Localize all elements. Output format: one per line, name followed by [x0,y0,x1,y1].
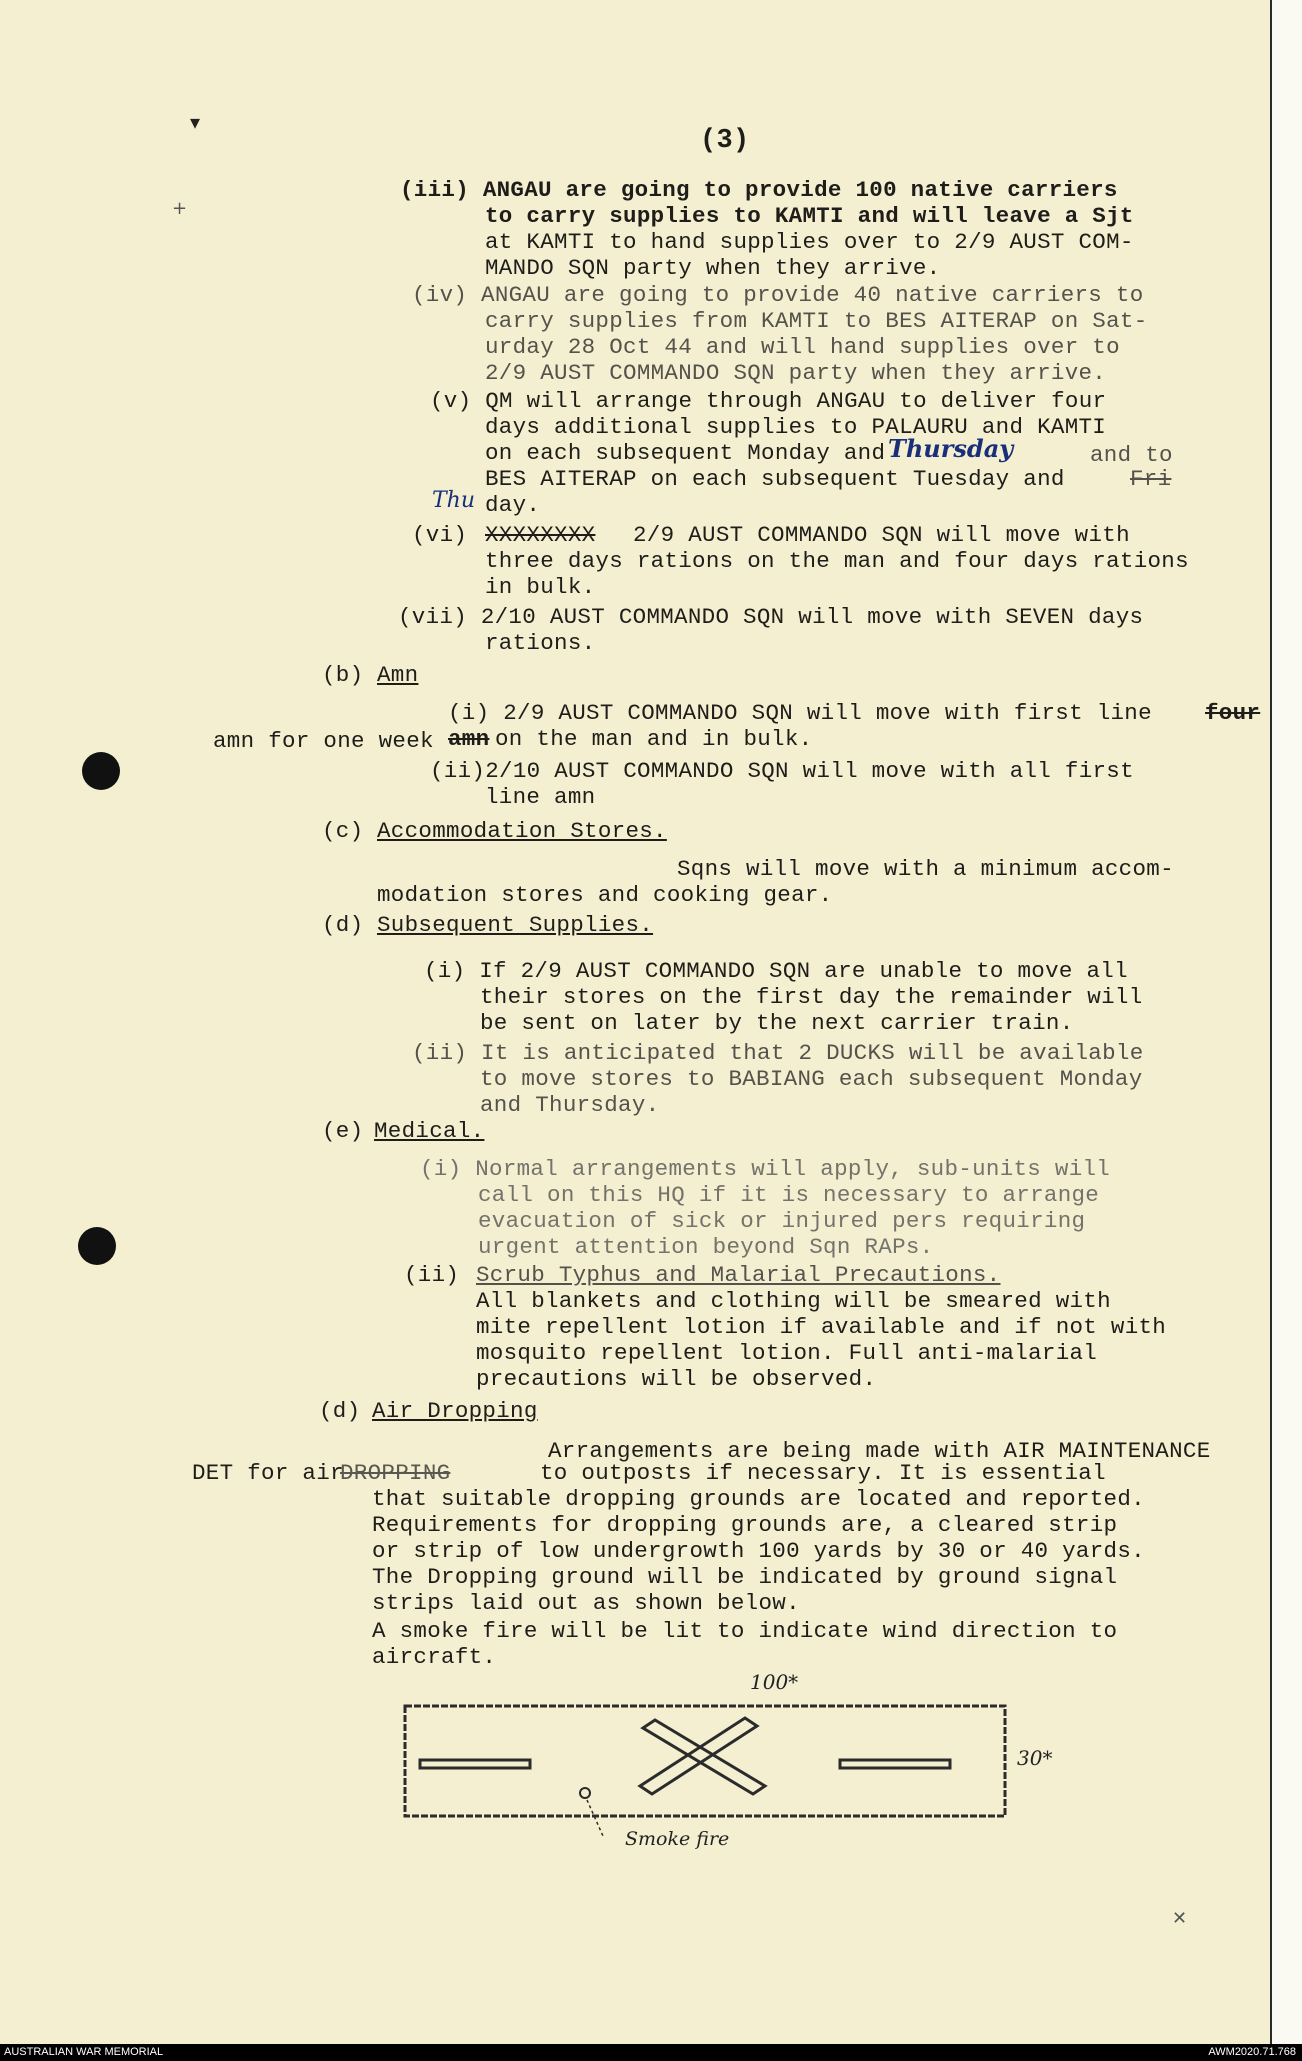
handwritten-thursday: Thursday [888,434,1014,463]
section-letter: (e) [322,1118,364,1144]
doc-line: their stores on the first day the remainder will [480,984,1143,1010]
doc-line: carry supplies from KAMTI to BES AITERAP on Sat- [485,308,1148,334]
footer-reference: AWM2020.71.768 [1208,2046,1296,2058]
doc-line: urgent attention beyond Sqn RAPs. [478,1234,934,1260]
smoke-fire-label: Smoke fire [625,1828,730,1850]
section-letter: (d) [319,1398,361,1424]
ink-mark: + [172,198,188,219]
doc-line: (iii) ANGAU are going to provide 100 native carriers [400,177,1118,203]
width-label: 100* [750,1670,799,1694]
doc-line: (i) 2/9 AUST COMMANDO SQN will move with first line [448,700,1152,726]
punch-hole-upper [82,752,120,790]
section-letter: (d) [322,912,364,938]
signal-cross [640,1718,765,1794]
signal-strip-left [420,1760,530,1768]
doc-line: aircraft. [372,1644,497,1670]
doc-line: evacuation of sick or injured pers requiring [478,1208,1086,1234]
doc-line: (i) Normal arrangements will apply, sub-units will [420,1156,1111,1182]
doc-line: (vi) [412,522,468,548]
doc-line: three days rations on the man and four days rations [485,548,1189,574]
signal-strip-right [840,1760,950,1768]
section-heading: Accommodation Stores. [377,818,667,844]
doc-line: A smoke fire will be lit to indicate wind direction to [372,1618,1118,1644]
doc-line: on each subsequent Monday and [485,440,886,466]
pencil-tick: ✕ [1172,1908,1188,1929]
doc-line: All blankets and clothing will be smeared with [476,1288,1111,1314]
doc-line: and to [1090,442,1173,468]
archive-footer [0,2044,1302,2061]
ink-mark: ▾ [190,110,201,134]
doc-line: strips laid out as shown below. [372,1590,800,1616]
doc-line: or strip of low undergrowth 100 yards by 30 or 40 yards. [372,1538,1145,1564]
doc-line: to carry supplies to KAMTI and will leave a Sjt [485,203,1134,229]
struck-word: four [1205,700,1261,726]
doc-line: and Thursday. [480,1092,660,1118]
doc-line: modation stores and cooking gear. [377,882,833,908]
struck-word: amn [448,726,490,752]
doc-line: Sqns will move with a minimum accom- [677,856,1174,882]
doc-line: (ii) It is anticipated that 2 DUCKS will be available [412,1040,1144,1066]
doc-line: that suitable dropping grounds are located and reported. [372,1486,1145,1512]
doc-line: precautions will be observed. [476,1366,877,1392]
page-edge [1270,0,1302,2044]
section-heading: Medical. [374,1118,485,1144]
doc-line: amn for one week [213,728,434,754]
doc-line: in bulk. [485,574,596,600]
doc-line: (vii) 2/10 AUST COMMANDO SQN will move with SEVEN days [398,604,1144,630]
section-subheading: Scrub Typhus and Malarial Precautions. [476,1262,1001,1288]
doc-line: be sent on later by the next carrier train. [480,1010,1074,1036]
doc-line: BES AITERAP on each subsequent Tuesday and [485,466,1065,492]
doc-line: (iv) ANGAU are going to provide 40 native carriers to [412,282,1144,308]
smoke-fire-marker [580,1788,590,1798]
doc-line: urday 28 Oct 44 and will hand supplies over to [485,334,1120,360]
doc-line: DET for air [192,1460,344,1486]
doc-line: The Dropping ground will be indicated by ground signal [372,1564,1118,1590]
doc-line: days additional supplies to PALAURU and KAMTI [485,414,1107,440]
doc-line: call on this HQ if it is necessary to arrange [478,1182,1100,1208]
doc-line: (ii)2/10 AUST COMMANDO SQN will move with all first [430,758,1134,784]
doc-line: 2/9 AUST COMMANDO SQN party when they arrive. [485,360,1107,386]
section-letter: (b) [322,662,364,688]
smoke-fire-pointer [587,1800,603,1836]
doc-line: on the man and in bulk. [495,726,813,752]
page-number: (3) [700,126,750,156]
section-letter: (c) [322,818,364,844]
footer-institution: AUSTRALIAN WAR MEMORIAL [4,2046,164,2058]
doc-line: (i) If 2/9 AUST COMMANDO SQN are unable to move all [424,958,1128,984]
doc-line: Requirements for dropping grounds are, a cleared strip [372,1512,1118,1538]
doc-line: Arrangements are being made with AIR MAINTENANCE [548,1438,1211,1464]
doc-line: (v) QM will arrange through ANGAU to deliver four [430,388,1107,414]
doc-line: to move stores to BABIANG each subsequent Monday [480,1066,1143,1092]
doc-line: 2/9 AUST COMMANDO SQN will move with [633,522,1130,548]
section-heading: Amn [377,662,419,688]
punch-hole-lower [78,1227,116,1265]
height-label: 30* [1017,1746,1053,1770]
section-heading: Air Dropping [372,1398,538,1424]
doc-line: line amn [485,784,596,810]
doc-line: (ii) [404,1262,460,1288]
doc-line: mosquito repellent lotion. Full anti-malarial [476,1340,1098,1366]
struck-word: DROPPING [340,1460,451,1486]
doc-line: rations. [485,630,596,656]
struck-word: Fri [1130,466,1172,492]
handwritten-thu: Thu [432,488,476,513]
doc-line: MANDO SQN party when they arrive. [485,255,941,281]
doc-line: at KAMTI to hand supplies over to 2/9 AUST COM- [485,229,1134,255]
section-heading: Subsequent Supplies. [377,912,654,938]
doc-line: mite repellent lotion if available and if not with [476,1314,1167,1340]
doc-line: day. [485,492,541,518]
doc-line: to outposts if necessary. It is essential [540,1460,1106,1486]
struck-word: XXXXXXXX [485,522,596,548]
dropping-ground-diagram [385,1670,1165,1858]
